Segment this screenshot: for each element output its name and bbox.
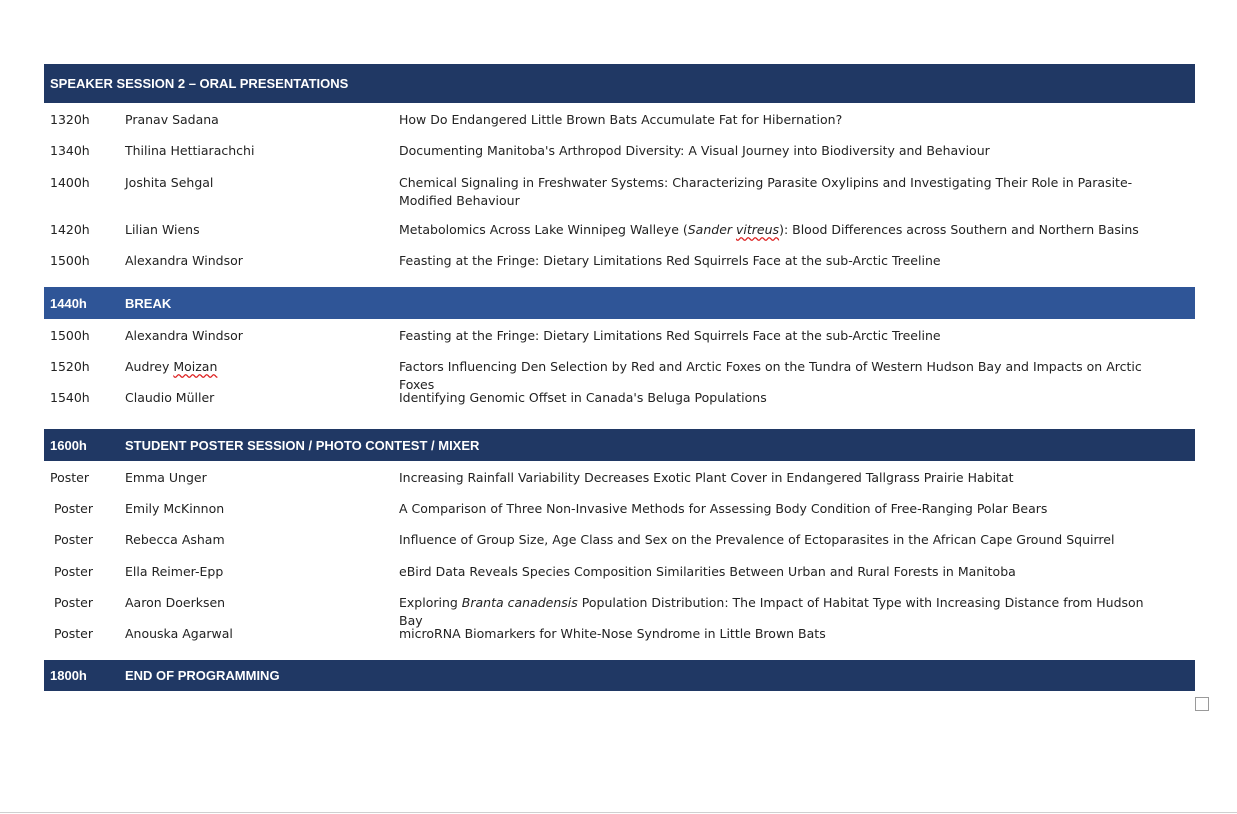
title-text: Metabolomics Across Lake Winnipeg Walleye ( — [399, 222, 688, 237]
row-speaker: Joshita Sehgal — [125, 175, 214, 190]
speaker-first: Audrey — [125, 359, 174, 374]
table-row — [44, 617, 1195, 660]
header-time: 1440h — [50, 295, 87, 311]
table-row — [44, 319, 1195, 350]
header-time: 1600h — [50, 437, 87, 453]
row-speaker: Thilina Hettiarachchi — [125, 143, 255, 158]
table-row — [44, 166, 1195, 213]
table-row — [44, 461, 1195, 492]
table-resize-handle[interactable] — [1195, 697, 1209, 711]
row-speaker — [125, 358, 217, 376]
table-row — [44, 523, 1195, 555]
row-time: Poster — [54, 595, 93, 610]
row-time: 1520h — [50, 359, 90, 374]
table-row — [44, 134, 1195, 166]
species-genus: Sander — [687, 222, 733, 237]
table-row — [44, 586, 1195, 628]
row-title: Chemical Signaling in Freshwater Systems: Characterizing Parasite Oxylipins and Investigating Their Role in Parasite-Modified Behaviour — [399, 175, 1133, 208]
break-header — [44, 287, 1195, 319]
row-presenter: Anouska Agarwal — [125, 626, 233, 641]
row-title: Documenting Manitoba's Arthropod Diversity: A Visual Journey into Biodiversity and Behaviour — [399, 143, 990, 158]
row-time: 1500h — [50, 253, 90, 268]
row-presenter: Aaron Doerksen — [125, 595, 226, 610]
row-presenter: Rebecca Asham — [125, 532, 225, 547]
row-time: Poster — [54, 532, 93, 547]
row-speaker: Lilian Wiens — [125, 222, 200, 237]
species-name: Branta canadensis — [461, 595, 578, 610]
row-time: Poster — [50, 470, 89, 485]
row-title: Influence of Group Size, Age Class and Sex on the Prevalence of Ectoparasites in the African Cape Ground Squirrel — [399, 532, 1115, 547]
row-title: Feasting at the Fringe: Dietary Limitations Red Squirrels Face at the sub-Arctic Treeline — [399, 328, 941, 343]
table-row — [44, 103, 1195, 134]
header-label: STUDENT POSTER SESSION / PHOTO CONTEST / MIXER — [125, 437, 480, 453]
table-row — [44, 350, 1195, 392]
row-speaker: Alexandra Windsor — [125, 328, 243, 343]
table-row — [44, 244, 1195, 287]
page-edge-divider — [0, 812, 1237, 813]
row-presenter: Ella Reimer-Epp — [125, 564, 224, 579]
row-presenter: Emma Unger — [125, 470, 207, 485]
header-time: 1800h — [50, 668, 87, 683]
title-text: Exploring — [399, 595, 462, 610]
table-row — [44, 381, 1195, 429]
table-row — [44, 492, 1195, 523]
program-table — [44, 64, 1195, 691]
row-title: How Do Endangered Little Brown Bats Accumulate Fat for Hibernation? — [399, 112, 843, 127]
end-header — [44, 660, 1195, 691]
row-title: microRNA Biomarkers for White-Nose Syndrome in Little Brown Bats — [399, 626, 826, 641]
title-text: ): Blood Differences across Southern and Northern Basins — [779, 222, 1139, 237]
row-time: 1400h — [50, 175, 90, 190]
row-time: 1420h — [50, 222, 90, 237]
row-presenter: Emily McKinnon — [125, 501, 225, 516]
table-row — [44, 213, 1195, 244]
table-row — [44, 555, 1195, 586]
species-name: vitreus — [736, 222, 780, 237]
row-title: eBird Data Reveals Species Composition Similarities Between Urban and Rural Forests in Manitoba — [399, 564, 1016, 579]
row-time: Poster — [54, 626, 93, 641]
poster-header — [44, 429, 1195, 461]
session-header — [44, 64, 1195, 103]
row-speaker: Pranav Sadana — [125, 112, 219, 127]
row-time: 1320h — [50, 112, 90, 127]
row-title: Increasing Rainfall Variability Decreases Exotic Plant Cover in Endangered Tallgrass Prairie Habitat — [399, 470, 1014, 485]
row-time: 1340h — [50, 143, 90, 158]
row-time: Poster — [54, 564, 93, 579]
speaker-last: Moizan — [173, 359, 218, 374]
header-label: END OF PROGRAMMING — [125, 668, 280, 683]
header-label: BREAK — [125, 295, 172, 311]
row-time: 1500h — [50, 328, 90, 343]
row-title: Factors Influencing Den Selection by Red and Arctic Foxes on the Tundra of Western Hudson Bay and Impacts on Arctic Foxes — [399, 359, 1142, 392]
session-title: SPEAKER SESSION 2 – ORAL PRESENTATIONS — [50, 76, 349, 91]
row-title: Identifying Genomic Offset in Canada's Beluga Populations — [399, 390, 767, 405]
row-title: Feasting at the Fringe: Dietary Limitations Red Squirrels Face at the sub-Arctic Treeline — [399, 253, 941, 268]
row-speaker: Alexandra Windsor — [125, 253, 243, 268]
row-speaker: Claudio Müller — [125, 390, 215, 405]
title-text: Population Distribution: The Impact of Habitat Type with Increasing Distance from Hudson Bay — [399, 595, 1144, 628]
row-title: A Comparison of Three Non-Invasive Methods for Assessing Body Condition of Free-Ranging Polar Bears — [399, 501, 1048, 516]
row-time: 1540h — [50, 390, 90, 405]
row-title — [399, 221, 1159, 239]
row-time: Poster — [54, 501, 93, 516]
